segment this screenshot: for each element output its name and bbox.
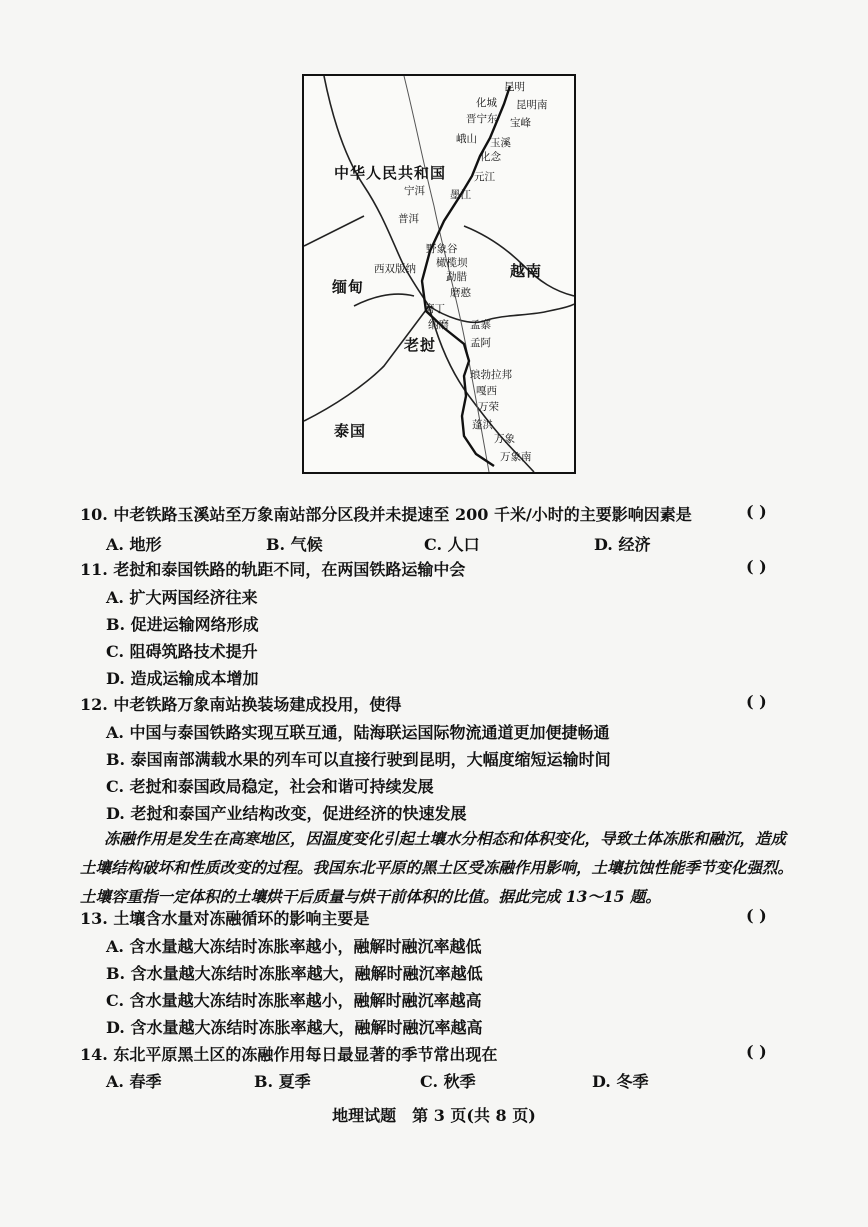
station-vientiane: 万象 xyxy=(494,433,515,445)
station-kunming: 昆明 xyxy=(504,81,525,93)
q13-stem: 13. 土壤含水量对冻融循环的影响主要是 xyxy=(80,909,370,928)
station-kunming-south: 昆明南 xyxy=(516,99,548,111)
q12-stem: 12. 中老铁路万象南站换装场建成投用，使得 xyxy=(80,695,402,714)
q10-option-c: C. 人口 xyxy=(424,535,480,554)
q13-answer-bracket: ( ) xyxy=(746,906,767,925)
label-vietnam: 越南 xyxy=(510,262,543,280)
q13-option-a: A. 含水量越大冻结时冻胀率越小，融解时融沉率越低 xyxy=(106,937,482,956)
railway-map xyxy=(302,74,576,474)
label-china: 中华人民共和国 xyxy=(334,164,447,182)
station-mojiang: 墨江 xyxy=(450,189,471,201)
q13-option-d: D. 含水量越大冻结时冻胀率越大，融解时融沉率越高 xyxy=(106,1018,483,1037)
q12-option-c: C. 老挝和泰国政局稳定，社会和谐可持续发展 xyxy=(106,777,434,796)
station-huanian: 化念 xyxy=(480,151,501,163)
station-menga: 孟阿 xyxy=(470,337,491,349)
q10-option-a: A. 地形 xyxy=(106,535,162,554)
q14-option-a: A. 春季 xyxy=(106,1072,162,1091)
station-ganlanba: 橄榄坝 xyxy=(436,257,468,269)
q12-option-d: D. 老挝和泰国产业结构改变，促进经济的快速发展 xyxy=(106,804,467,823)
page-footer: 地理试题 第 3 页(共 8 页) xyxy=(332,1106,536,1125)
q10-option-d: D. 经济 xyxy=(594,535,651,554)
station-ninger: 宁洱 xyxy=(404,185,425,197)
q11-option-d: D. 造成运输成本增加 xyxy=(106,669,259,688)
station-vientiane-south: 万象南 xyxy=(500,451,532,463)
passage-text: 冻融作用是发生在高寒地区，因温度变化引起土壤水分相态和体积变化，导致土体冻胀和融沉，造成土壤结构破坏和性质改变的过程。我国东北平原的黑土区受冻融作用影响，土壤抗蚀性能季节变化强烈。土壤容重指一定体积的土壤烘干后质量与烘干前体积的比值。据此完成 13～15 题。 xyxy=(80,829,794,906)
q10-answer-bracket: ( ) xyxy=(746,502,767,521)
q14-option-c: C. 秋季 xyxy=(420,1072,476,1091)
station-mohan: 磨憨 xyxy=(450,287,471,299)
q12-answer-bracket: ( ) xyxy=(746,692,767,711)
station-namo: 纳磨 xyxy=(428,319,449,331)
station-yuxi: 玉溪 xyxy=(490,137,511,149)
q14-stem: 14. 东北平原黑土区的冻融作用每日最显著的季节常出现在 xyxy=(80,1045,498,1064)
station-baofeng: 宝峰 xyxy=(510,117,531,129)
station-mengla: 勐腊 xyxy=(446,271,467,283)
q11-stem: 11. 老挝和泰国铁路的轨距不同，在两国铁路运输中会 xyxy=(80,560,466,579)
station-yexianggu: 野象谷 xyxy=(426,243,458,255)
station-xishuangbanna: 西双版纳 xyxy=(374,263,416,275)
station-mengzhai: 孟寨 xyxy=(470,319,491,331)
station-jinning-east: 晋宁东 xyxy=(466,113,498,125)
station-luang-prabang: 琅勃拉邦 xyxy=(470,369,512,381)
label-laos: 老挝 xyxy=(404,336,437,354)
label-thailand: 泰国 xyxy=(334,422,367,440)
station-puer: 普洱 xyxy=(398,213,419,225)
q10-option-b: B. 气候 xyxy=(266,535,323,554)
q10-stem: 10. 中老铁路玉溪站至万象南站部分区段并未提速至 200 千米/小时的主要影响因素是 xyxy=(80,505,692,524)
q11-option-b: B. 促进运输网络形成 xyxy=(106,615,259,634)
q11-option-a: A. 扩大两国经济往来 xyxy=(106,588,258,607)
q11-option-c: C. 阻碍筑路技术提升 xyxy=(106,642,258,661)
station-vang-vieng: 万荣 xyxy=(478,401,499,413)
station-huacheng: 化城 xyxy=(476,97,497,109)
station-eshan: 峨山 xyxy=(456,133,477,145)
station-kasi: 嘎西 xyxy=(476,385,497,397)
q14-answer-bracket: ( ) xyxy=(746,1042,767,1061)
q13-option-b: B. 含水量越大冻结时冻胀率越大，融解时融沉率越低 xyxy=(106,964,483,983)
label-myanmar: 缅甸 xyxy=(332,278,365,296)
station-moding: 磨丁 xyxy=(424,303,445,315)
q12-option-b: B. 泰国南部满载水果的列车可以直接行驶到昆明，大幅度缩短运输时间 xyxy=(106,750,611,769)
q14-option-b: B. 夏季 xyxy=(254,1072,311,1091)
station-yuanjiang: 元江 xyxy=(474,171,495,183)
q14-option-d: D. 冬季 xyxy=(592,1072,649,1091)
q12-option-a: A. 中国与泰国铁路实现互联互通，陆海联运国际物流通道更加便捷畅通 xyxy=(106,723,610,742)
q11-answer-bracket: ( ) xyxy=(746,557,767,576)
q13-option-c: C. 含水量越大冻结时冻胀率越小，融解时融沉率越高 xyxy=(106,991,482,1010)
station-phonhong: 蓬洪 xyxy=(472,419,493,431)
